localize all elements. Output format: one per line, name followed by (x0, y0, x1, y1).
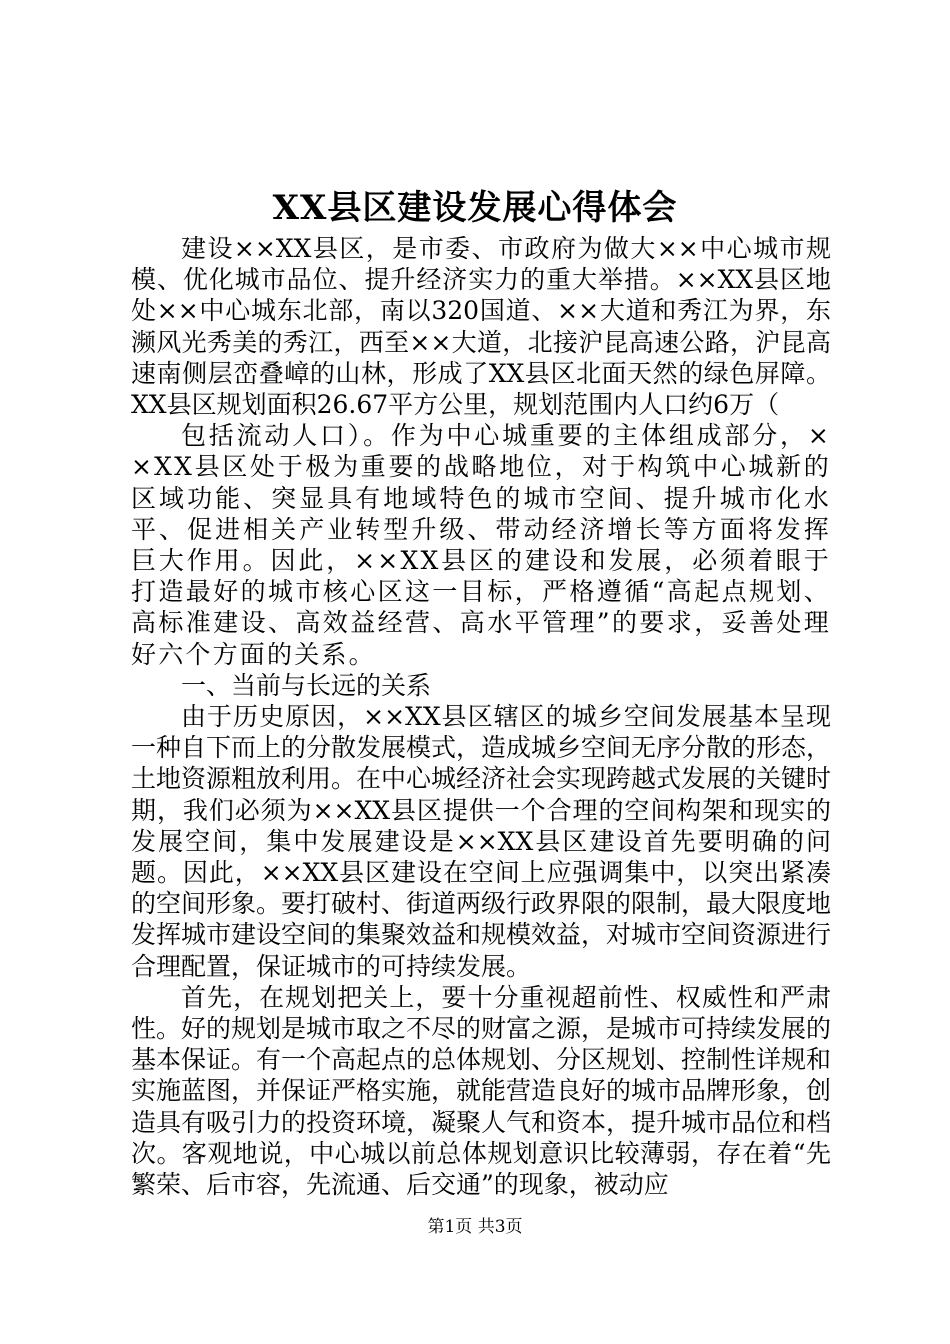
paragraph-planning: 首先，在规划把关上，要十分重视超前性、权威性和严肃性。好的规划是城市取之不尽的财富之源，是城市可持续发展的基本保证。有一个高起点的总体规划、分区规划、控制性详规和实施蓝图，并保证严格实施，就能营造良好的城市品牌形象，创造具有吸引力的投资环境，凝聚人气和资本，提升城市品位和档次。客观地说，中心城以前总体规划意识比较薄弱，存在着“先繁荣、后市容，先流通、后交通”的现象，被动应 (131, 982, 832, 1200)
paragraph-intro: 建设××XX县区，是市委、市政府为做大××中心城市规模、优化城市品位、提升经济实力的重大举措。××XX县区地处××中心城东北部，南以320国道、××大道和秀江为界，东濒风光秀美的秀江，西至××大道，北接沪昆高速公路，沪昆高速南侧层峦叠嶂的山林，形成了XX县区北面天然的绿色屏障。XX县区规划面积26.67平方公里，规划范围内人口约6万（ (131, 234, 831, 420)
document-body (131, 233, 831, 1200)
section-heading: 一、当前与长远的关系 (181, 670, 432, 700)
page-footer: 第1页 共3页 (427, 1217, 523, 1237)
document-title: XX县区建设发展心得体会 (272, 188, 678, 228)
paragraph-scope: 包括流动人口）。作为中心城重要的主体组成部分，××XX县区处于极为重要的战略地位，对于构筑中心城新的区域功能、突显具有地域特色的城市空间、提升城市化水平、促进相关产业转型升级、带动经济增长等方面将发挥巨大作用。因此，××XX县区的建设和发展，必须着眼于打造最好的城市核心区这一目标，严格遵循“高起点规划、高标准建设、高效益经营、高水平管理”的要求，妥善处理好六个方面的关系。 (131, 421, 831, 669)
paragraph-history: 由于历史原因，××XX县区辖区的城乡空间发展基本呈现一种自下而上的分散发展模式，造成城乡空间无序分散的形态，土地资源粗放利用。在中心城经济社会实现跨越式发展的关键时期，我们必须为××XX县区提供一个合理的空间构架和现实的发展空间，集中发展建设是××XX县区建设首先要明确的问题。因此，××XX县区建设在空间上应强调集中，以突出紧凑的空间形象。要打破村、街道两级行政界限的限制，最大限度地发挥城市建设空间的集聚效益和规模效益，对城市空间资源进行合理配置，保证城市的可持续发展。 (131, 702, 832, 981)
